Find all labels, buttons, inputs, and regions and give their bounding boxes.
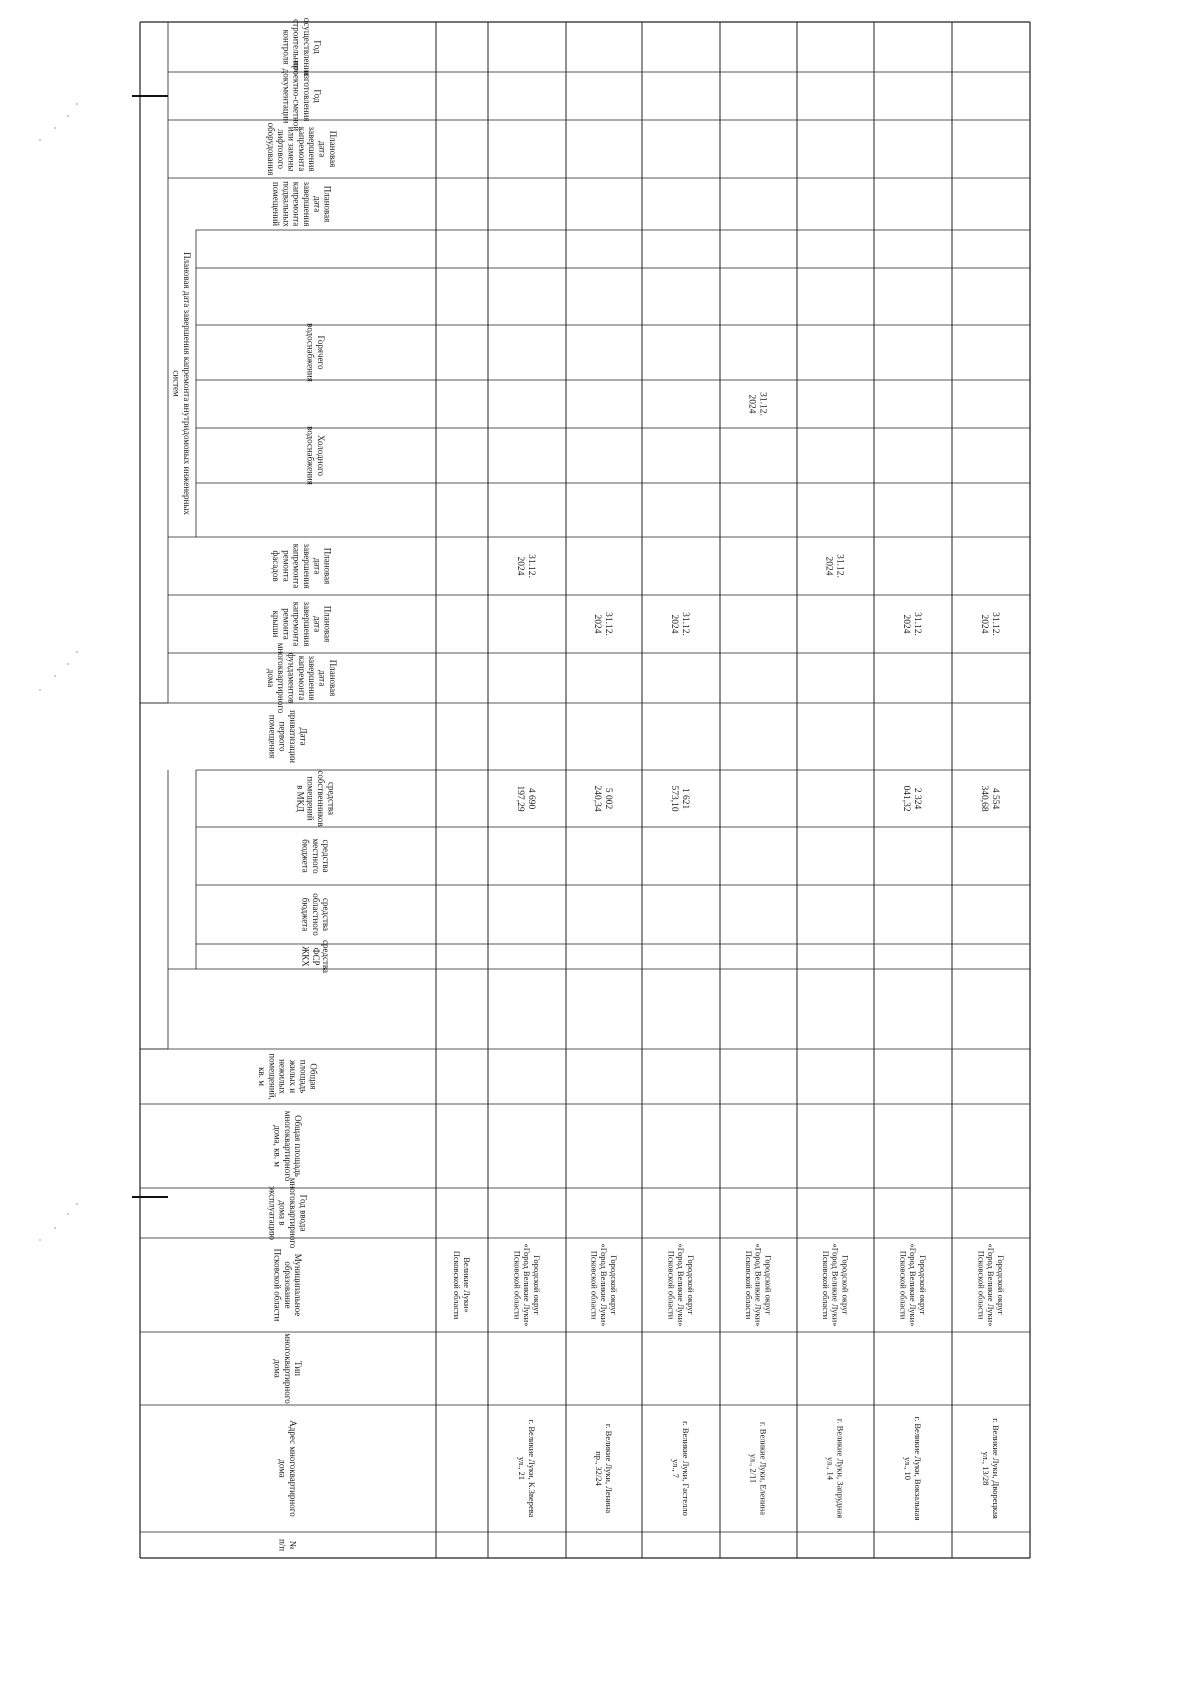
cell-facade: 31.12.2024	[823, 554, 845, 578]
header-num: №п/п	[277, 1538, 298, 1552]
cell-address: г. Великие Луки, К.Звереваул., 21	[517, 1419, 537, 1518]
cell-owners-funds: 4 690197,29	[515, 785, 537, 812]
cell-address: г. Великие Луки, Вокзальнаяул., 10	[903, 1416, 923, 1521]
cell-address: г. Великие Луки, Запруднаяул., 14	[825, 1418, 846, 1519]
header-municipality: МуниципальноеобразованиеПсковской области	[272, 1248, 304, 1322]
cell-owners-funds: 4 554340,68	[979, 785, 1001, 812]
cell-roof: 31.12.2024	[592, 612, 614, 636]
cell-municipality: Городской округ«Город Великие Луки»Псковской области	[666, 1243, 696, 1327]
cell-address: г. Великие Луки, Дворецкаяул., 13/28	[981, 1418, 1001, 1519]
cell-municipality: Городской округ«Город Великие Луки»Псковской области	[512, 1243, 542, 1327]
cell-municipality: Городской округ«Город Великие Луки»Псковской области	[898, 1243, 928, 1327]
cell-municipality: Городской округ«Город Великие Луки»Псковской области	[589, 1243, 619, 1327]
cell-address: г. Великие Луки, Еленинаул., 2/11	[748, 1422, 769, 1515]
header-basement: Плановаядатазавершениякапремонтаподвальныхпомещений	[271, 181, 333, 227]
header-local-budget: средстваместногобюджета	[300, 838, 332, 874]
header-owners-funds: средствасобственниковпомещенийв МКД	[295, 770, 337, 827]
header-living-area: Общаяплощадьжилых инежилыхпомещений,кв. м	[257, 1053, 319, 1100]
header-address: Адрес многоквартирногодома	[277, 1420, 298, 1517]
header-facade: Плановаядатазавершениякапремонтаремонтафасадов	[271, 543, 333, 589]
cell-owners-funds: 5 002240,34	[592, 785, 614, 812]
header-control-year: Годосуществлениястроительногоконтроля	[281, 17, 323, 77]
cell-sewerage: 31.12.2024	[746, 392, 768, 416]
cell-municipality: Городской округ«Город Великие Луки»Псковской области	[743, 1243, 774, 1327]
cell-address: г. Великие Луки, Ленинапр., 32/24	[594, 1423, 614, 1514]
header-elevator: Плановаядатазавершениякапремонтаили заменылифтовогооборудования	[265, 122, 338, 176]
cell-roof: 31.12.2024	[669, 612, 691, 636]
cell-municipality: Великие Луки»Псковской области	[452, 1250, 472, 1320]
header-roof: Плановаядатазавершениякапремонтаремонтакрыши	[271, 601, 333, 647]
cell-owners-funds: 1 621573,10	[669, 785, 691, 812]
header-hot-water: Горячеговодоснабжения	[305, 323, 326, 382]
cell-address: г. Великие Луки, Гастеллоул., 7	[671, 1421, 691, 1516]
header-total-area: Общая площадьмногоквартирногодома, кв. м	[272, 1110, 304, 1182]
cell-municipality: Городской округ«Город Великие Луки»Псковской области	[976, 1243, 1006, 1327]
header-year-built: Год вводамногоквартирногодома вэксплуатацию	[267, 1177, 309, 1249]
header-house-type: Типмногоквартирногодома	[272, 1333, 304, 1404]
header-foundation: Плановаядатазавершениякапремонтафундаментовмногоквартирногодома	[265, 642, 338, 714]
cell-owners-funds: 2 324041,32	[901, 785, 923, 812]
cell-roof: 31.12.2024	[979, 612, 1001, 636]
cell-roof: 31.12.2024	[901, 612, 923, 636]
header-regional-budget: средстваобластногобюджета	[300, 893, 332, 936]
cell-facade: 31.12.2024	[515, 554, 537, 578]
header-first-privatization: Датаприватизациипервогопомещения	[267, 710, 309, 763]
cell-municipality: Городской округ«Город Великие Луки»Псковской области	[820, 1243, 851, 1327]
header-engineering-group: Плановая дата завершения капремонта внутридомовых инженерныхсистем	[171, 252, 192, 515]
header-fund: средстваФСРЖКХ	[300, 939, 332, 974]
header-design-year: Годизготовленияпроектно-сметнойдокументации	[281, 60, 323, 132]
header-cold-water: Холодноговодоснабжения	[305, 426, 326, 485]
